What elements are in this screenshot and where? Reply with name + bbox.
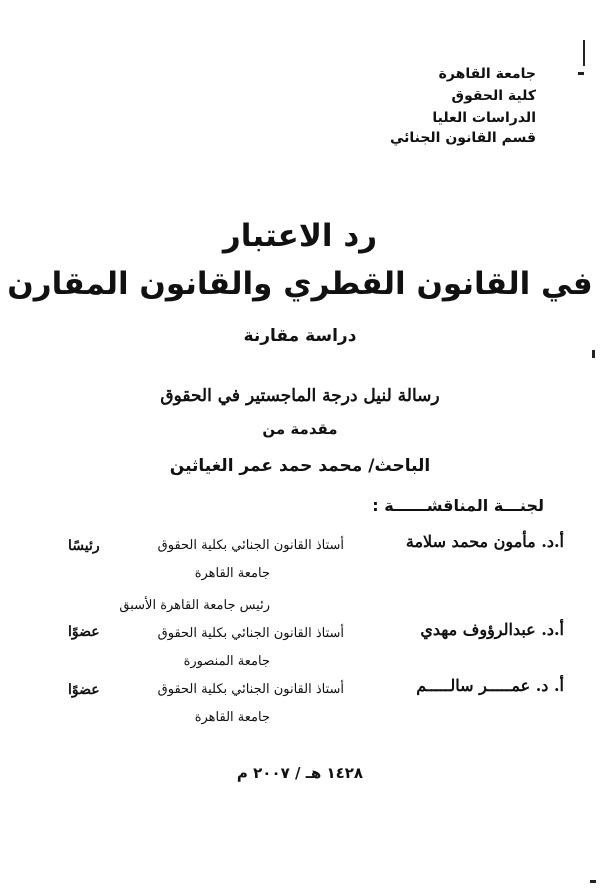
committee-member-role: رئيسًا (68, 538, 100, 554)
university-name: جامعة القاهرة (438, 66, 536, 82)
thesis-title-line1: رد الاعتبار (222, 218, 378, 254)
committee-member-role: عضوًا (68, 682, 100, 698)
researcher-name: الباحث/ محمد حمد عمر الغياثين (169, 456, 431, 476)
thesis-date: ١٤٢٨ هـ / ٢٠٠٧ م (236, 764, 364, 782)
thesis-subtitle: دراسة مقارنة (243, 326, 357, 346)
scan-artifact (592, 350, 595, 358)
faculty-name: كلية الحقوق (451, 88, 536, 104)
committee-member-role: عضوًا (68, 624, 100, 640)
committee-heading: لجنـــة المناقشــــــة : (372, 496, 544, 515)
committee-member-university: جامعة القاهرة (194, 710, 270, 725)
presented-by-label: مقدمة من (262, 420, 338, 438)
thesis-purpose: رسالة لنيل درجة الماجستير في الحقوق (160, 386, 440, 406)
committee-member-university: جامعة القاهرة (194, 566, 270, 581)
committee-member-name: أ. د. عمـــــر سالـــــم (416, 676, 564, 695)
department-name: قسم القانون الجنائي (389, 130, 536, 146)
committee-member-title: أستاذ القانون الجنائي بكلية الحقوق (157, 682, 344, 697)
committee-member-note: رئيس جامعة القاهرة الأسبق (119, 598, 270, 613)
committee-member-title: أستاذ القانون الجنائي بكلية الحقوق (157, 626, 344, 641)
committee-member-name: أ.د. مأمون محمد سلامة (405, 532, 564, 551)
scan-artifact (578, 72, 584, 75)
studies-name: الدراسات العليا (432, 110, 536, 126)
scan-artifact (590, 880, 596, 883)
committee-member-name: أ.د. عبدالرؤوف مهدي (420, 620, 564, 639)
thesis-title-line2: في القانون القطري والقانون المقارن (7, 266, 593, 302)
committee-member-title: أستاذ القانون الجنائي بكلية الحقوق (157, 538, 344, 553)
scan-artifact (583, 40, 585, 66)
committee-member-university: جامعة المنصورة (183, 654, 270, 669)
